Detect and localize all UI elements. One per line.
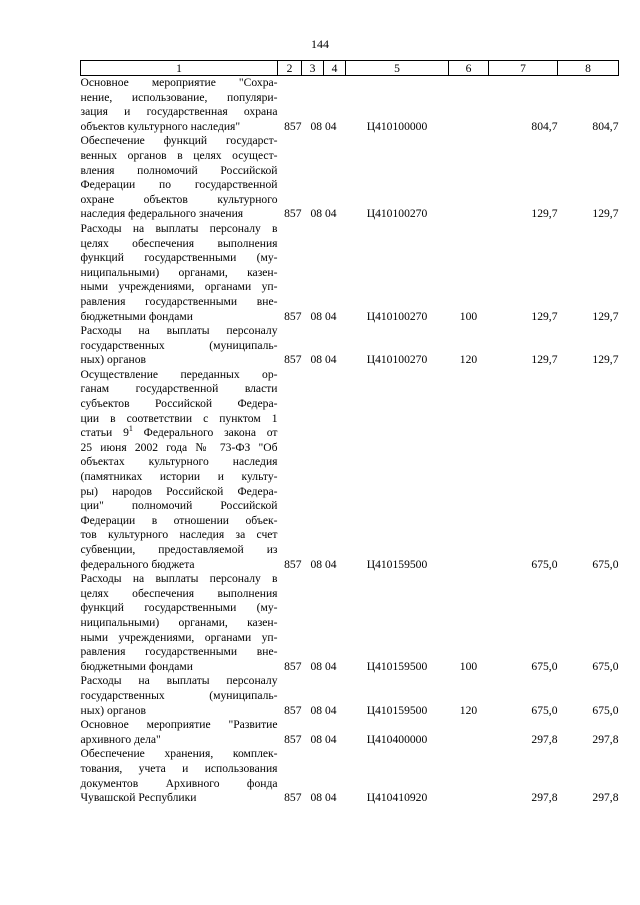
amount-col8: 129,7: [592, 207, 619, 221]
row-description: [81, 134, 278, 222]
row-description: [81, 674, 278, 718]
description-line: вления полномочий Российской: [80, 163, 278, 177]
description-line: субвенции, предоставляемой из: [80, 543, 278, 556]
column-header: 5: [346, 61, 449, 76]
column-header: 2: [278, 61, 302, 76]
description-line: ции в соответствии с пунктом 1: [80, 411, 278, 425]
row-description: [81, 747, 278, 805]
description-line: объектов культурного наследия": [80, 119, 241, 133]
target-article-code: Ц410100000: [366, 119, 428, 133]
amount-col8: 675,0: [592, 557, 619, 571]
expense-type-code: 120: [459, 353, 478, 367]
description-line: (памятниках истории и культу-: [80, 470, 278, 484]
row-description: [81, 222, 278, 324]
amount-col8: 129,7: [592, 309, 619, 323]
target-article-code: Ц410100270: [366, 353, 428, 367]
description-line: ных) органов: [80, 703, 147, 717]
chapter-code: 857: [284, 791, 302, 805]
description-line: равления государственными вне-: [80, 294, 278, 308]
column-header: 7: [489, 61, 558, 76]
description-line: 25 июня 2002 года № 73-ФЗ "Об: [80, 440, 278, 454]
column-header: 8: [558, 61, 619, 76]
target-article-code: Ц410159500: [366, 659, 428, 673]
section-code: 08 04: [310, 732, 337, 746]
description-line: субъектов Российской Федера-: [80, 397, 278, 411]
row-description: [81, 718, 278, 747]
table-row: [81, 368, 619, 572]
description-line: Расходы на выплаты персоналу в: [80, 572, 278, 586]
description-line: бюджетными фондами: [80, 309, 193, 323]
description-line: ции" полномочий Российской: [80, 499, 278, 513]
row-description: [81, 572, 278, 674]
amount-col8: 804,7: [592, 119, 619, 133]
column-header: 3: [302, 61, 324, 76]
chapter-code: 857: [284, 207, 302, 221]
chapter-code: 857: [284, 119, 302, 133]
section-code: 08 04: [310, 557, 337, 571]
description-line: Расходы на выплаты персоналу в: [80, 221, 278, 235]
target-article-code: Ц410159500: [366, 703, 428, 717]
description-line: наследия федерального значения: [80, 207, 244, 221]
description-line: Обеспечение хранения, комплек-: [80, 747, 278, 761]
description-line: целях обеспечения выполнения: [80, 236, 278, 250]
description-line: тов культурного наследия за счет: [80, 528, 278, 542]
description-line: ниципальными) органами, казен-: [80, 615, 278, 629]
description-line: нение, использование, популяри-: [80, 90, 278, 104]
budget-table: [80, 60, 619, 806]
table-header-row: [81, 61, 619, 76]
expense-type-code: [449, 747, 489, 805]
description-line: Федерации по государственной: [80, 178, 278, 192]
description-text: Федерального закона от: [132, 426, 278, 440]
description-line: Расходы на выплаты персоналу: [80, 674, 278, 688]
expense-type-code: [449, 368, 489, 572]
amount-col7: 297,8: [531, 732, 558, 746]
amount-col7: 129,7: [531, 309, 558, 323]
section-code: 08 04: [310, 703, 337, 717]
description-line: Расходы на выплаты персоналу: [80, 324, 278, 338]
description-line: ными учреждениями, органами уп-: [80, 280, 278, 294]
expense-type-code: [449, 76, 489, 135]
description-line: федерального бюджета: [80, 557, 195, 571]
section-code: 08 04: [310, 207, 337, 221]
description-line: бюджетными фондами: [80, 659, 193, 673]
description-line: равления государственными вне-: [80, 645, 278, 659]
chapter-code: 857: [284, 353, 302, 367]
description-line: архивного дела": [80, 732, 161, 746]
expense-type-code: 120: [459, 703, 478, 717]
target-article-code: Ц410400000: [366, 732, 428, 746]
section-code: 08 04: [310, 659, 337, 673]
description-text: статьи 9: [80, 426, 129, 440]
amount-col7: 129,7: [531, 353, 558, 367]
amount-col8: 675,0: [592, 659, 619, 673]
table-row: [81, 572, 619, 674]
amount-col8: 675,0: [592, 703, 619, 717]
amount-col7: 804,7: [531, 119, 558, 133]
target-article-code: Ц410410920: [366, 791, 428, 805]
amount-col8: 297,8: [592, 791, 619, 805]
expense-type-code: [449, 718, 489, 747]
amount-col7: 675,0: [531, 557, 558, 571]
section-code: 08 04: [310, 119, 337, 133]
table-row: [81, 134, 619, 222]
column-header: 4: [324, 61, 346, 76]
description-line: государственных (муниципаль-: [80, 338, 278, 352]
description-line: Чувашской Республики: [80, 791, 197, 805]
description-line: охране объектов культурного: [80, 192, 278, 206]
row-description: [81, 76, 278, 135]
description-line: функций государственными (му-: [80, 601, 278, 615]
chapter-code: 857: [284, 659, 302, 673]
description-line: Основное мероприятие "Сохра-: [80, 76, 278, 89]
description-line: Основное мероприятие "Развитие: [80, 718, 278, 732]
table-body: [81, 76, 619, 806]
target-article-code: Ц410100270: [366, 309, 428, 323]
chapter-code: 857: [284, 732, 302, 746]
description-line: документов Архивного фонда: [80, 776, 278, 790]
section-code: 08 04: [310, 353, 337, 367]
expense-type-code: 100: [459, 659, 478, 673]
description-line: ганам государственной власти: [80, 382, 278, 396]
description-line: венных органов в целях осущест-: [80, 148, 278, 162]
description-line: целях обеспечения выполнения: [80, 586, 278, 600]
amount-col7: 297,8: [531, 791, 558, 805]
expense-type-code: 100: [459, 309, 478, 323]
description-line: [81, 426, 278, 441]
chapter-code: 857: [284, 557, 302, 571]
page-number: 144: [311, 37, 329, 51]
section-code: 08 04: [310, 791, 337, 805]
column-header: 6: [449, 61, 489, 76]
description-line: тования, учета и использования: [80, 761, 278, 775]
superscript: 1: [128, 424, 133, 434]
description-line: Осуществление переданных ор-: [80, 367, 278, 381]
row-description: [81, 324, 278, 368]
amount-col8: 129,7: [592, 353, 619, 367]
table-row: [81, 674, 619, 718]
table-row: [81, 222, 619, 324]
table-row: [81, 76, 619, 135]
table-row: [81, 324, 619, 368]
table-row: [81, 718, 619, 747]
description-line: объектах культурного наследия: [80, 455, 278, 469]
chapter-code: 857: [284, 703, 302, 717]
description-line: ниципальными) органами, казен-: [80, 265, 278, 279]
amount-col7: 675,0: [531, 659, 558, 673]
amount-col8: 297,8: [592, 732, 619, 746]
description-line: Федерации в отношении объек-: [80, 513, 278, 527]
amount-col7: 675,0: [531, 703, 558, 717]
target-article-code: Ц410159500: [366, 557, 428, 571]
description-line: ных) органов: [80, 353, 147, 367]
chapter-code: 857: [284, 309, 302, 323]
description-line: зация и государственная охрана: [80, 105, 278, 119]
table-row: [81, 747, 619, 805]
target-article-code: Ц410100270: [366, 207, 428, 221]
column-header: 1: [81, 61, 278, 76]
description-line: ными учреждениями, органами уп-: [80, 630, 278, 644]
row-description: [81, 368, 278, 572]
section-code: 08 04: [310, 309, 337, 323]
description-line: функций государственными (му-: [80, 251, 278, 265]
amount-col7: 129,7: [531, 207, 558, 221]
description-line: ры) народов Российской Федера-: [80, 484, 278, 498]
description-line: государственных (муниципаль-: [80, 688, 278, 702]
expense-type-code: [449, 134, 489, 222]
description-line: Обеспечение функций государст-: [80, 134, 278, 148]
